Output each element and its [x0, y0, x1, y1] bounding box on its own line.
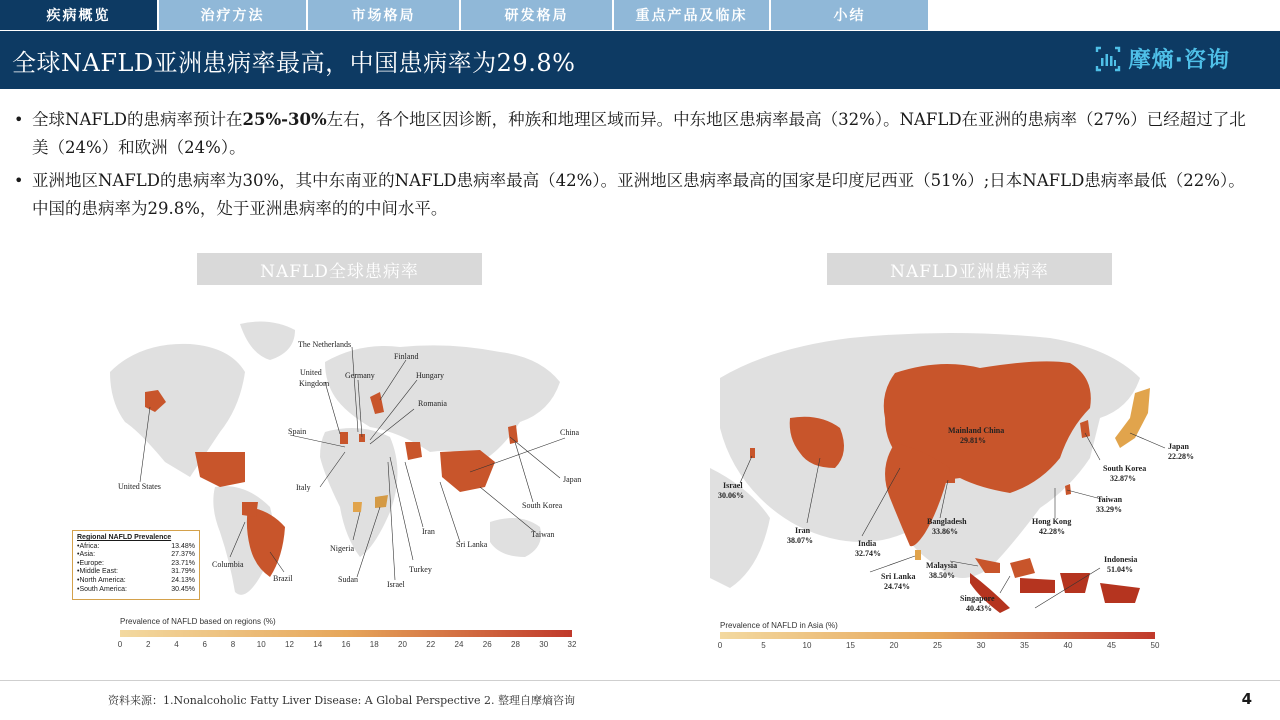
scale-tick-label: 50 [1150, 641, 1160, 650]
scale-tick-label: 45 [1107, 641, 1116, 650]
scale-tick-label: 22 [426, 640, 436, 649]
section-tabs [0, 0, 930, 30]
global-color-scale [120, 630, 572, 637]
bar-chart-icon [1093, 44, 1123, 74]
map-label: United States [118, 482, 161, 491]
scale-tick-label: 20 [889, 641, 899, 650]
title-bar [0, 31, 1280, 89]
map-label: South Korea [1103, 464, 1147, 473]
map-label: 51.04% [1107, 565, 1133, 574]
legend-row: •South America: 30.45% [77, 585, 195, 593]
map-label: Romania [418, 399, 447, 408]
scale-tick-label: 40 [1063, 641, 1073, 650]
asia-map-image [710, 318, 1194, 618]
legend-row: •North America: 24.13% [77, 576, 195, 584]
bullet-bold-text: 25%-30% [242, 110, 327, 129]
asia-color-scale [720, 632, 1155, 639]
map-label: Mainland China [948, 426, 1005, 435]
scale-tick-label: 6 [202, 640, 207, 649]
page-number: 4 [1241, 690, 1252, 708]
bullet-text: 全球NAFLD的患病率预计在 [32, 110, 243, 129]
map-label: Singapore [960, 594, 995, 603]
scale-tick-label: 25 [933, 641, 942, 650]
map-label: 33.86% [932, 527, 958, 536]
page-title: 全球NAFLD亚洲患病率最高，中国患病率为29.8% [12, 48, 576, 77]
map-label: Taiwan [531, 530, 555, 539]
map-label: 38.50% [929, 571, 955, 580]
map-label: Italy [296, 483, 311, 492]
scale-tick-label: 26 [482, 640, 492, 649]
bullet-dot-icon: • [14, 110, 24, 129]
map-label: Brazil [273, 574, 293, 583]
map-label: Japan [1168, 442, 1189, 451]
map-label: Hong Kong [1032, 517, 1072, 526]
scale-tick-label: 0 [117, 640, 123, 649]
source-note: 资料来源：1.Nonalcoholic Fatty Liver Disease: A Global Perspective 2. 整理自摩熵咨询 [108, 694, 575, 707]
legend-title: Regional NAFLD Prevalence [77, 534, 172, 541]
bullet-item [14, 167, 1259, 223]
scale-tick-label: 16 [341, 640, 351, 649]
map-label: 22.28% [1168, 452, 1194, 461]
map-label: Finland [394, 352, 419, 361]
map-label: Japan [563, 475, 582, 484]
summary-bullets [14, 106, 1259, 228]
tab-treatment[interactable]: 治疗方法 [159, 0, 306, 30]
logo-text: 摩熵·咨询 [1128, 48, 1230, 73]
map-label: The Netherlands [298, 340, 352, 349]
legend-row: •Europe: 23.71% [77, 559, 195, 567]
scale-tick-label: 8 [230, 640, 236, 649]
scale-tick-label: 10 [802, 641, 812, 650]
map-label: Taiwan [1097, 495, 1123, 504]
map-label: China [560, 428, 580, 437]
scale-tick-label: 30 [539, 640, 549, 649]
regional-prevalence-legend [72, 530, 200, 600]
map-label: 42.28% [1039, 527, 1065, 536]
map-label: Malaysia [926, 561, 958, 570]
scale-tick-label: 14 [313, 640, 323, 649]
map-label: Iran [795, 526, 811, 535]
scale-tick-label: 0 [717, 641, 723, 650]
global-scale-ticks [117, 640, 577, 652]
company-logo [1093, 43, 1230, 74]
scale-tick-label: 15 [846, 641, 855, 650]
map-label: Sri Lanka [881, 572, 916, 581]
map-label: United [300, 368, 322, 377]
asia-scale-ticks [717, 641, 1160, 653]
legend-row: •Asia: 27.37% [77, 551, 195, 559]
scale-tick-label: 2 [146, 640, 151, 649]
map-label: Israel [387, 580, 405, 589]
map-label: 33.29% [1096, 505, 1122, 514]
scale-tick-label: 18 [369, 640, 379, 649]
map-label: Kingdom [299, 379, 330, 388]
map-label: Germany [345, 371, 375, 380]
scale-tick-label: 10 [256, 640, 266, 649]
scale-tick-label: 5 [761, 641, 766, 650]
map-label: Nigeria [330, 544, 354, 553]
map-label: Columbia [212, 560, 244, 569]
asia-map-caption: NAFLD亚洲患病率 [827, 253, 1112, 285]
map-label: Hungary [416, 371, 444, 380]
map-label: Sudan [338, 575, 358, 584]
global-map-caption: NAFLD全球患病率 [197, 253, 482, 285]
bullet-text: 左右，各个地区因诊断，种族和地理区域而异。中东地区患病率最高（32%）。NAFLD在亚洲的患病率（27%）已经超过了北美（24%）和欧洲（24%）。 [32, 110, 1246, 157]
map-label: Bangladesh [927, 517, 967, 526]
map-label: Spain [288, 427, 307, 436]
scale-tick-label: 28 [511, 640, 520, 649]
map-label: South Korea [522, 501, 563, 510]
scale-tick-label: 4 [174, 640, 179, 649]
tab-key-products[interactable]: 重点产品及临床 [614, 0, 769, 30]
bullet-text: 亚洲地区NAFLD的患病率为30%，其中东南亚的NAFLD患病率最高（42%）。亚洲地区患病率最高的国家是印度尼西亚（51%）;日本NAFLD患病率最低（22%）。中国的患病率为29.8%，处于亚洲患病率的的中间水平。 [32, 171, 1245, 218]
scale-tick-label: 30 [976, 641, 986, 650]
asia-prevalence-map [710, 318, 1194, 618]
tab-market[interactable]: 市场格局 [308, 0, 459, 30]
map-label: Sri Lanka [456, 540, 488, 549]
tab-summary[interactable]: 小结 [771, 0, 928, 30]
bullet-dot-icon: • [14, 171, 24, 190]
map-label: 24.74% [884, 582, 910, 591]
bullet-item [14, 106, 1259, 162]
map-label: 32.74% [855, 549, 881, 558]
scale-tick-label: 20 [398, 640, 407, 649]
map-label: Indonesia [1104, 555, 1138, 564]
scale-tick-label: 12 [285, 640, 294, 649]
map-label: Iran [422, 527, 435, 536]
legend-row: •Africa: 13.48% [77, 542, 195, 550]
tab-rnd[interactable]: 研发格局 [461, 0, 612, 30]
map-label: 30.06% [718, 491, 744, 500]
scale-tick-label: 24 [454, 640, 464, 649]
map-label: Turkey [409, 565, 432, 574]
footer-divider [0, 680, 1280, 681]
map-label: India [858, 539, 877, 548]
map-label: 32.87% [1110, 474, 1136, 483]
map-label: 38.07% [787, 536, 813, 545]
legend-row: •Middle East: 31.79% [77, 568, 195, 576]
map-label: 40.43% [966, 604, 992, 613]
asia-scale-title: Prevalence of NAFLD in Asia (%) [720, 621, 838, 630]
tab-disease-overview[interactable]: 疾病概览 [0, 0, 157, 30]
map-label: 29.81% [960, 436, 986, 445]
scale-tick-label: 32 [567, 640, 577, 649]
scale-tick-label: 35 [1020, 641, 1029, 650]
map-label: Israel [723, 481, 743, 490]
global-scale-title: Prevalence of NAFLD based on regions (%) [120, 617, 276, 626]
